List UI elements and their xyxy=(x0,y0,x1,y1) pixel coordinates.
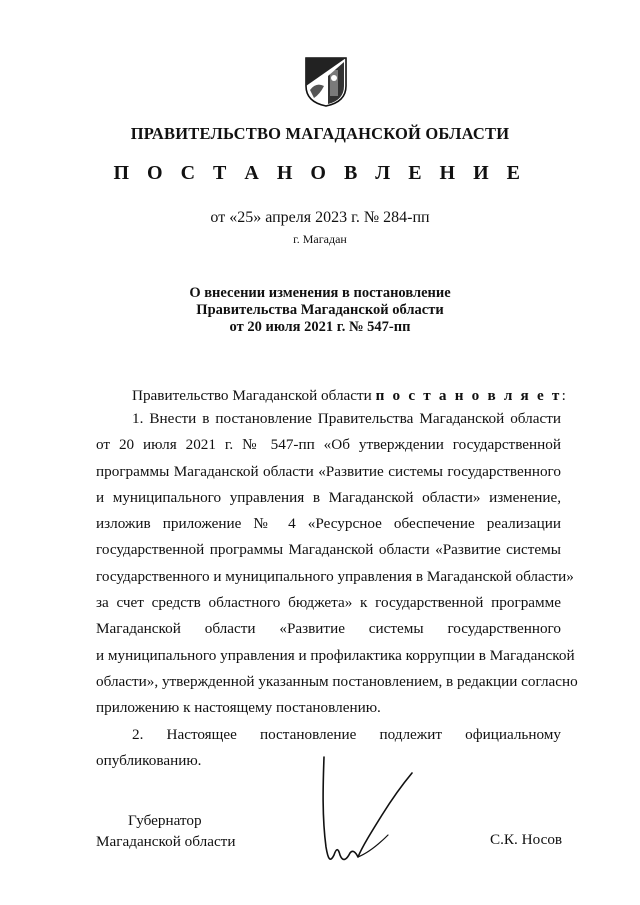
paragraph-1 xyxy=(96,406,578,722)
document-type: П О С Т А Н О В Л Е Н И Е xyxy=(113,162,527,184)
signatory-name: С.К. Носов xyxy=(490,831,563,848)
paragraph-line: за счет средств областного бюджета» к государственной программе xyxy=(96,594,561,612)
coat-of-arms-icon xyxy=(304,56,348,108)
paragraph-line: программы Магаданской области «Развитие системы государственного xyxy=(96,462,561,480)
subject-line: Правительства Магаданской области xyxy=(196,302,444,318)
handwritten-signature xyxy=(318,755,418,870)
subject-line: от 20 июля 2021 г. № 547-пп xyxy=(229,319,411,335)
paragraph-line: опубликованию. xyxy=(96,752,202,770)
resolution-intro xyxy=(132,387,566,405)
paragraph-line: 2. Настоящее постановление подлежит официальному xyxy=(132,726,561,743)
paragraph-line: Магаданской области «Развитие системы государственного xyxy=(96,620,561,638)
paragraph-line: и муниципального управления в Магаданской области» изменение, xyxy=(96,488,561,506)
city-name: г. Магадан xyxy=(293,232,347,246)
signatory-title xyxy=(96,810,235,852)
date-number-line: от «25» апреля 2023 г. № 284-пп xyxy=(210,209,430,226)
intro-text: Правительство Магаданской области xyxy=(132,387,376,404)
paragraph-line: государственного и муниципального управления в Магаданской области» xyxy=(96,567,574,585)
paragraph-line: 1. Внести в постановление Правительства Магаданской области xyxy=(132,410,561,427)
paragraph-line: приложению к настоящему постановлению. xyxy=(96,699,381,717)
intro-spaced-word: п о с т а н о в л я е т xyxy=(375,387,562,404)
paragraph-line: государственной программы Магаданской области «Развитие системы xyxy=(96,541,561,559)
paragraph-line: от 20 июля 2021 г. № 547-пп «Об утверждении государственной xyxy=(96,436,561,454)
paragraph-line: области», утвержденной указанным постановлением, в редакции согласно xyxy=(96,672,578,690)
signatory-title-line: Губернатор xyxy=(128,812,202,829)
document-subject xyxy=(0,285,640,336)
signatory-title-line: Магаданской области xyxy=(96,833,236,850)
intro-suffix: : xyxy=(561,387,566,404)
organization-title: ПРАВИТЕЛЬСТВО МАГАДАНСКОЙ ОБЛАСТИ xyxy=(130,124,510,143)
paragraph-line: изложив приложение № 4 «Ресурсное обеспечение реализации xyxy=(96,515,561,533)
subject-line: О внесении изменения в постановление xyxy=(189,285,451,301)
paragraph-line: и муниципального управления и профилактика коррупции в Магаданской xyxy=(96,646,575,664)
